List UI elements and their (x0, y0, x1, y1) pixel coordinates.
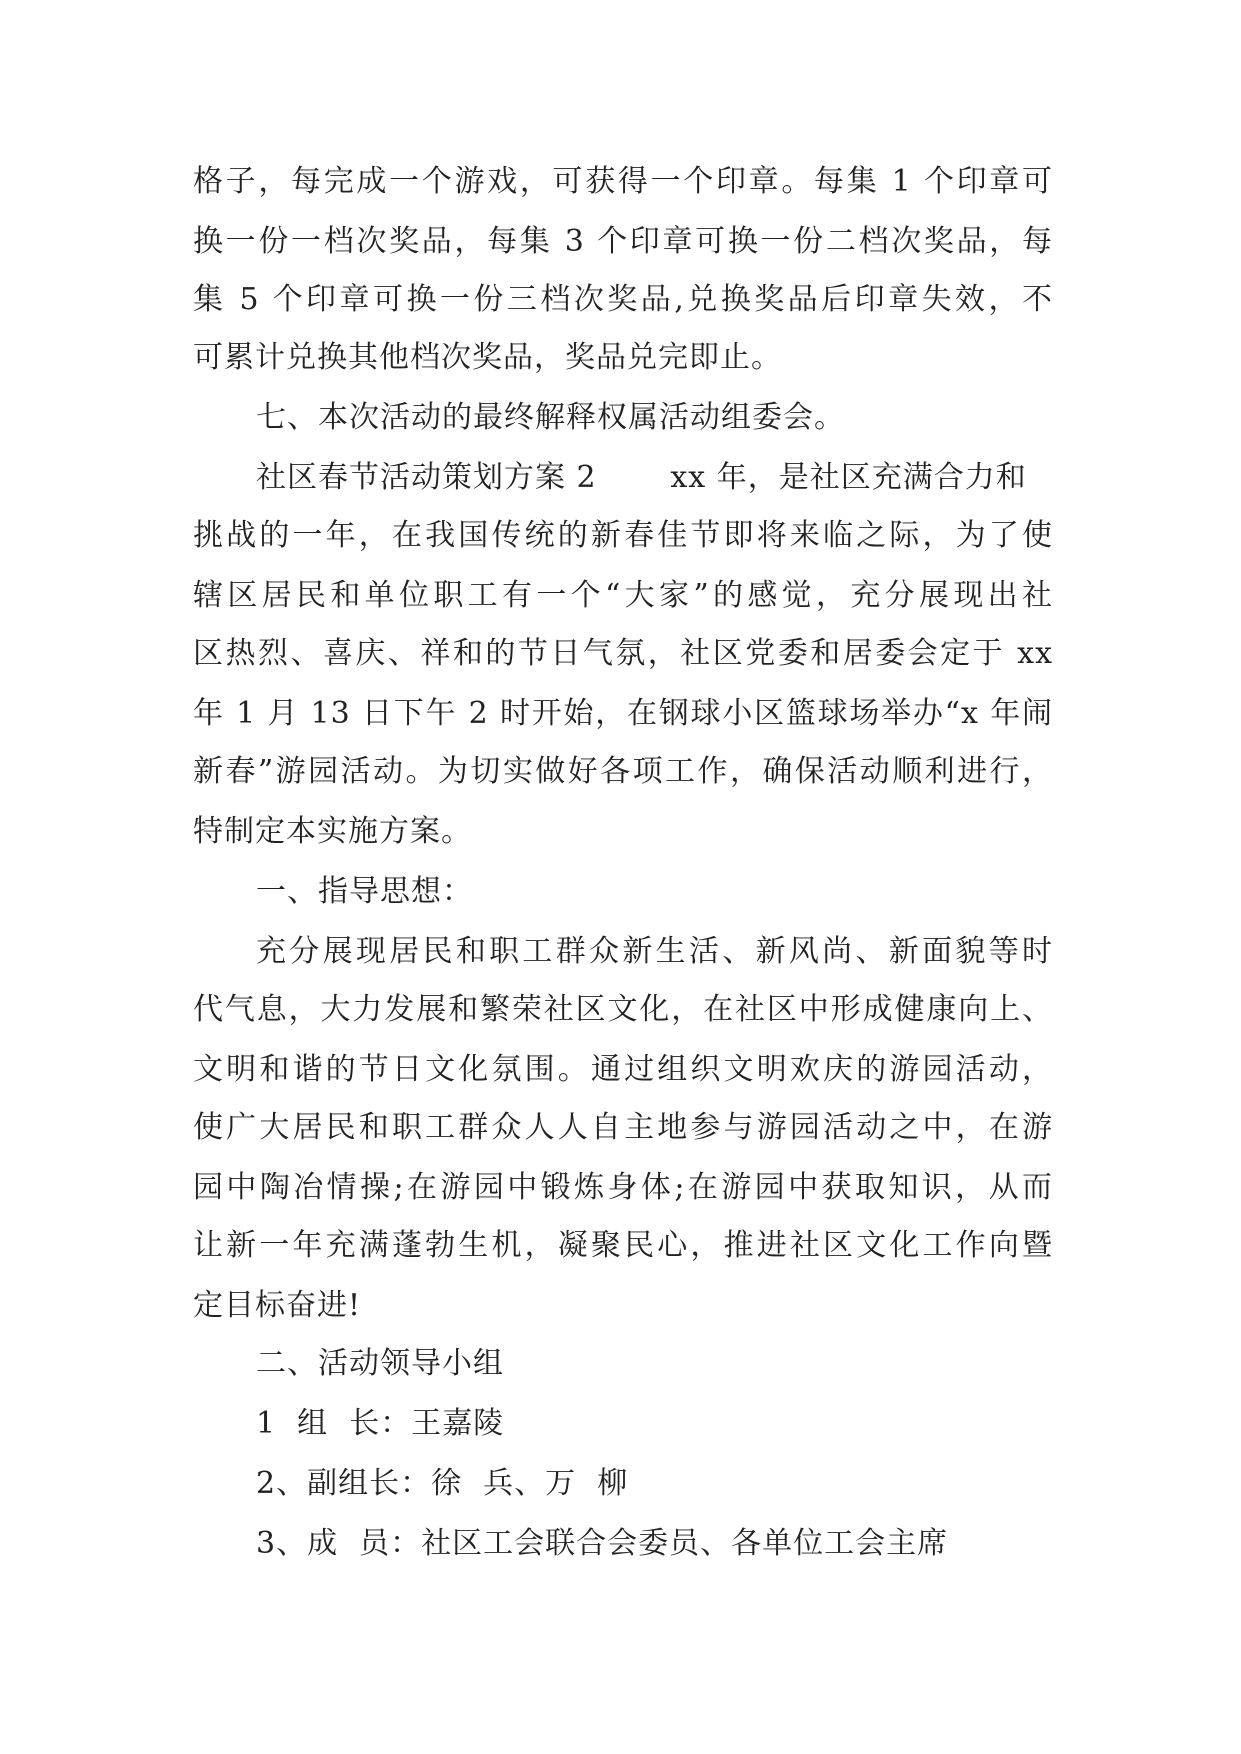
text-line: 换一份一档次奖品，每集 3 个印章可换一份二档次奖品，每 (193, 224, 1053, 259)
text-line: 七、本次活动的最终解释权属活动组委会。 (256, 400, 845, 435)
text-line: 特制定本实施方案。 (193, 814, 472, 849)
text-line: 格子，每完成一个游戏，可获得一个印章。每集 1 个印章可 (193, 164, 1053, 199)
text-line: 文明和谐的节日文化氛围。通过组织文明欢庆的游园活动， (193, 1052, 1053, 1087)
text-line: 挑战的一年，在我国传统的新春佳节即将来临之际，为了使 (193, 518, 1053, 553)
text-line: 可累计兑换其他档次奖品，奖品兑完即止。 (193, 340, 782, 375)
text-line: 区热烈、喜庆、祥和的节日气氛，社区党委和居委会定于 xx (193, 636, 1053, 671)
text-line: 园中陶冶情操;在游园中锻炼身体;在游园中获取知识，从而 (193, 1170, 1053, 1205)
text-line: 社区春节活动策划方案 2 xx 年，是社区充满合力和 (256, 460, 1027, 495)
text-line: 集 5 个印章可换一份三档次奖品,兑换奖品后印章失效，不 (193, 282, 1053, 317)
text-line: 使广大居民和职工群众人人自主地参与游园活动之中，在游 (193, 1110, 1053, 1145)
text-line: 代气息，大力发展和繁荣社区文化，在社区中形成健康向上、 (193, 992, 1053, 1027)
text-line: 充分展现居民和职工群众新生活、新风尚、新面貌等时 (256, 934, 1053, 969)
text-line: 二、活动领导小组 (256, 1346, 504, 1381)
text-line: 3、成 员：社区工会联合会委员、各单位工会主席 (256, 1526, 949, 1561)
text-line: 定目标奋进! (193, 1288, 362, 1323)
text-line: 年 1 月 13 日下午 2 时开始，在钢球小区篮球场举办“x 年闹 (193, 696, 1053, 731)
text-line: 1 组 长：王嘉陵 (256, 1406, 505, 1441)
text-line: 辖区居民和单位职工有一个“大家”的感觉，充分展现出社 (193, 578, 1053, 613)
text-line: 新春”游园活动。为切实做好各项工作，确保活动顺利进行， (193, 754, 1053, 789)
text-line: 2、副组长：徐 兵、万 柳 (256, 1466, 629, 1501)
text-line: 一、指导思想： (256, 874, 473, 909)
text-line: 让新一年充满蓬勃生机，凝聚民心，推进社区文化工作向暨 (193, 1228, 1053, 1263)
